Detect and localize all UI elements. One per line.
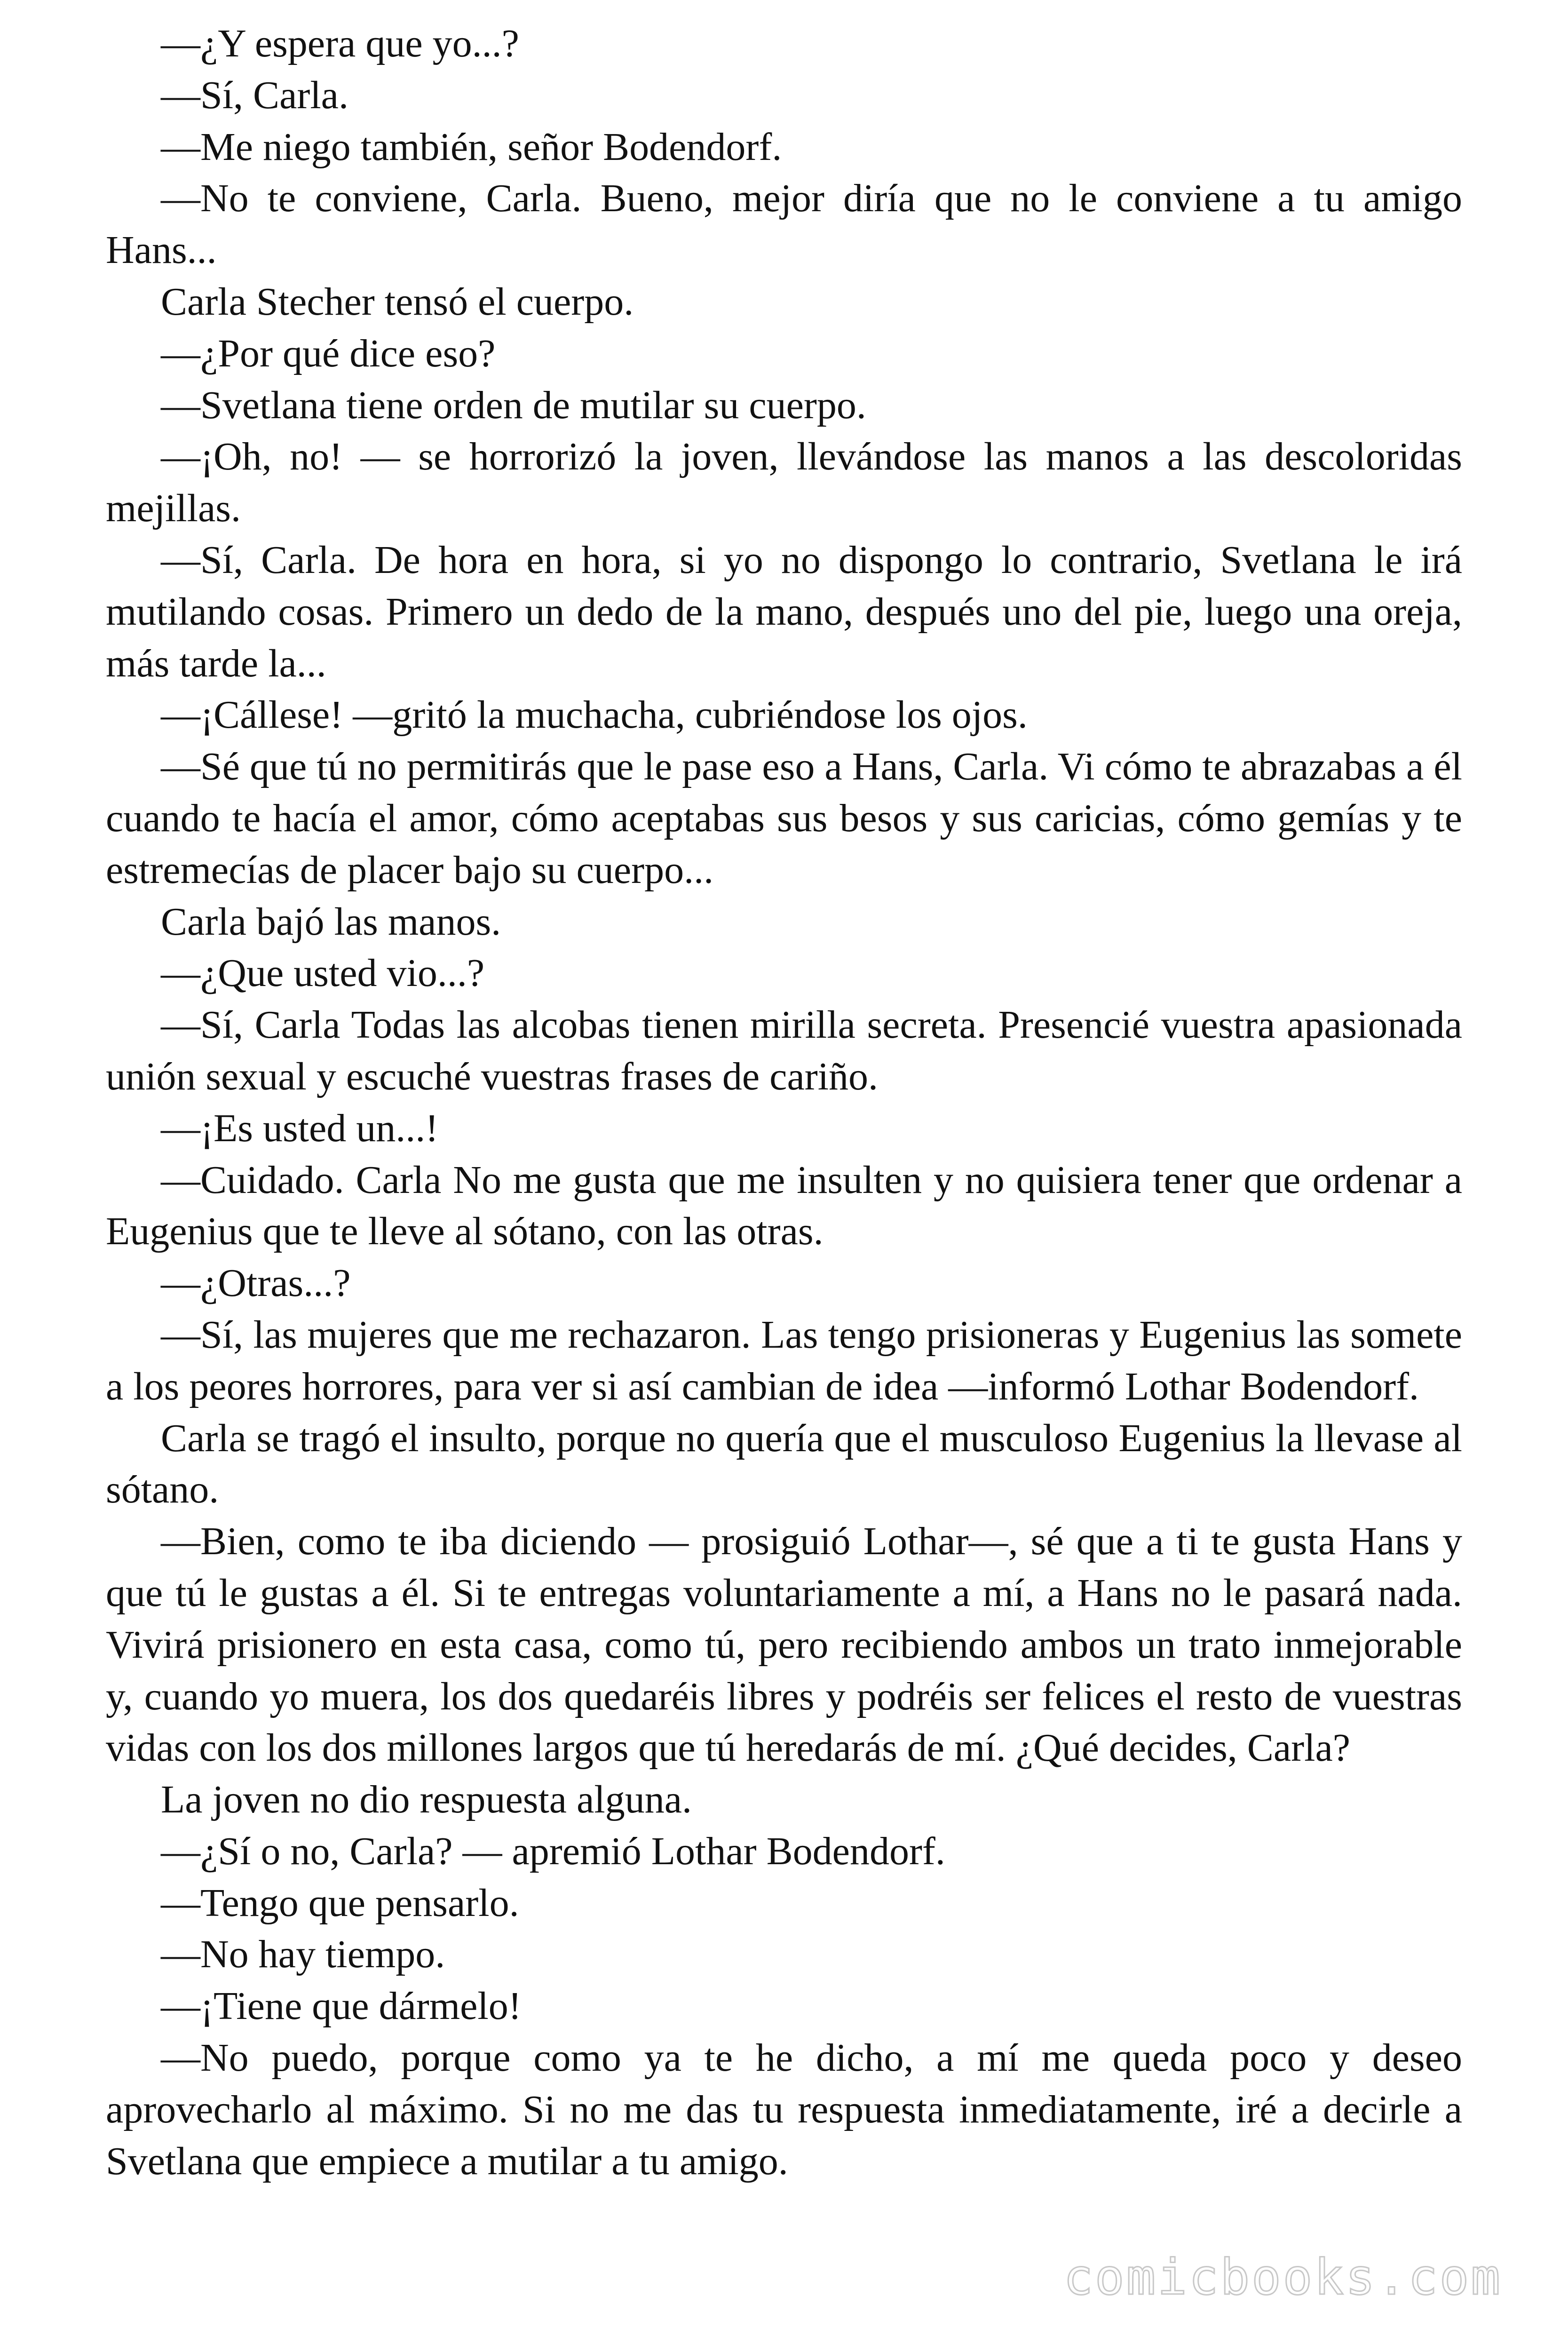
paragraph: —¿Y espera que yo...? xyxy=(161,22,519,65)
paragraph: —Sí, Carla. xyxy=(161,73,348,117)
paragraph: —¡Oh, no! — se horrorizó la joven, llevándose las manos a las descoloridas mejillas. xyxy=(106,435,1462,531)
paragraph: —Sé que tú no permitirás que le pase eso a Hans, Carla. Vi cómo te abrazabas a él cuando te hacía el amor, cómo aceptabas sus besos y sus caricias, cómo gemías y te estremecías de placer bajo su cuerpo... xyxy=(106,745,1462,892)
paragraph: —Sí, Carla. De hora en hora, si yo no dispongo lo contrario, Svetlana le irá mutilando cosas. Primero un dedo de la mano, después uno del pie, luego una oreja, más tarde la... xyxy=(106,538,1462,685)
paragraph: Carla se tragó el insulto, porque no quería que el musculoso Eugenius la llevase al sótano. xyxy=(106,1416,1462,1512)
body-text xyxy=(106,18,1462,2187)
paragraph: —¿Otras...? xyxy=(161,1261,351,1305)
paragraph: —Svetlana tiene orden de mutilar su cuerpo. xyxy=(161,383,866,427)
paragraph: —¡Es usted un...! xyxy=(161,1106,439,1150)
watermark: comicbooks.com xyxy=(1063,2249,1502,2306)
paragraph: —¡Tiene que dármelo! xyxy=(161,1984,522,2028)
paragraph: Carla bajó las manos. xyxy=(161,899,501,944)
paragraph: —No te conviene, Carla. Bueno, mejor diría que no le conviene a tu amigo Hans... xyxy=(106,176,1462,272)
paragraph: —¡Cállese! —gritó la muchacha, cubriéndose los ojos. xyxy=(161,693,1028,737)
paragraph: —Sí, Carla Todas las alcobas tienen mirilla secreta. Presencié vuestra apasionada unión sexual y escuché vuestras frases de cariño. xyxy=(106,1003,1462,1098)
paragraph: —¿Sí o no, Carla? — apremió Lothar Bodendorf. xyxy=(161,1829,945,1873)
paragraph: —¿Por qué dice eso? xyxy=(161,331,496,375)
paragraph: Carla Stecher tensó el cuerpo. xyxy=(161,279,634,324)
paragraph: —¿Que usted vio...? xyxy=(161,951,485,995)
paragraph: La joven no dio respuesta alguna. xyxy=(161,1778,692,1822)
paragraph: —Tengo que pensarlo. xyxy=(161,1881,519,1925)
paragraph: —No puedo, porque como ya te he dicho, a mí me queda poco y deseo aprovecharlo al máximo. Si no me das tu respuesta inmediatamente, iré a decirle a Svetlana que empiece a mutilar a tu amigo. xyxy=(106,2036,1462,2183)
paragraph: —No hay tiempo. xyxy=(161,1932,445,1977)
paragraph: —Cuidado. Carla No me gusta que me insulten y no quisiera tener que ordenar a Eugenius que te lleve al sótano, con las otras. xyxy=(106,1158,1462,1254)
paragraph: —Sí, las mujeres que me rechazaron. Las tengo prisioneras y Eugenius las somete a los peores horrores, para ver si así cambian de idea —informó Lothar Bodendorf. xyxy=(106,1312,1462,1408)
paragraph: —Bien, como te iba diciendo — prosiguió Lothar—, sé que a ti te gusta Hans y que tú le gustas a él. Si te entregas voluntariamente a mí, a Hans no le pasará nada. Vivirá prisionero en esta casa, como tú, pero recibiendo ambos un trato inmejorable y, cuando yo muera, los dos quedaréis libres y podréis ser felices el resto de vuestras vidas con los dos millones largos que tú heredarás de mí. ¿Qué decides, Carla? xyxy=(106,1519,1462,1770)
paragraph: —Me niego también, señor Bodendorf. xyxy=(161,125,782,169)
